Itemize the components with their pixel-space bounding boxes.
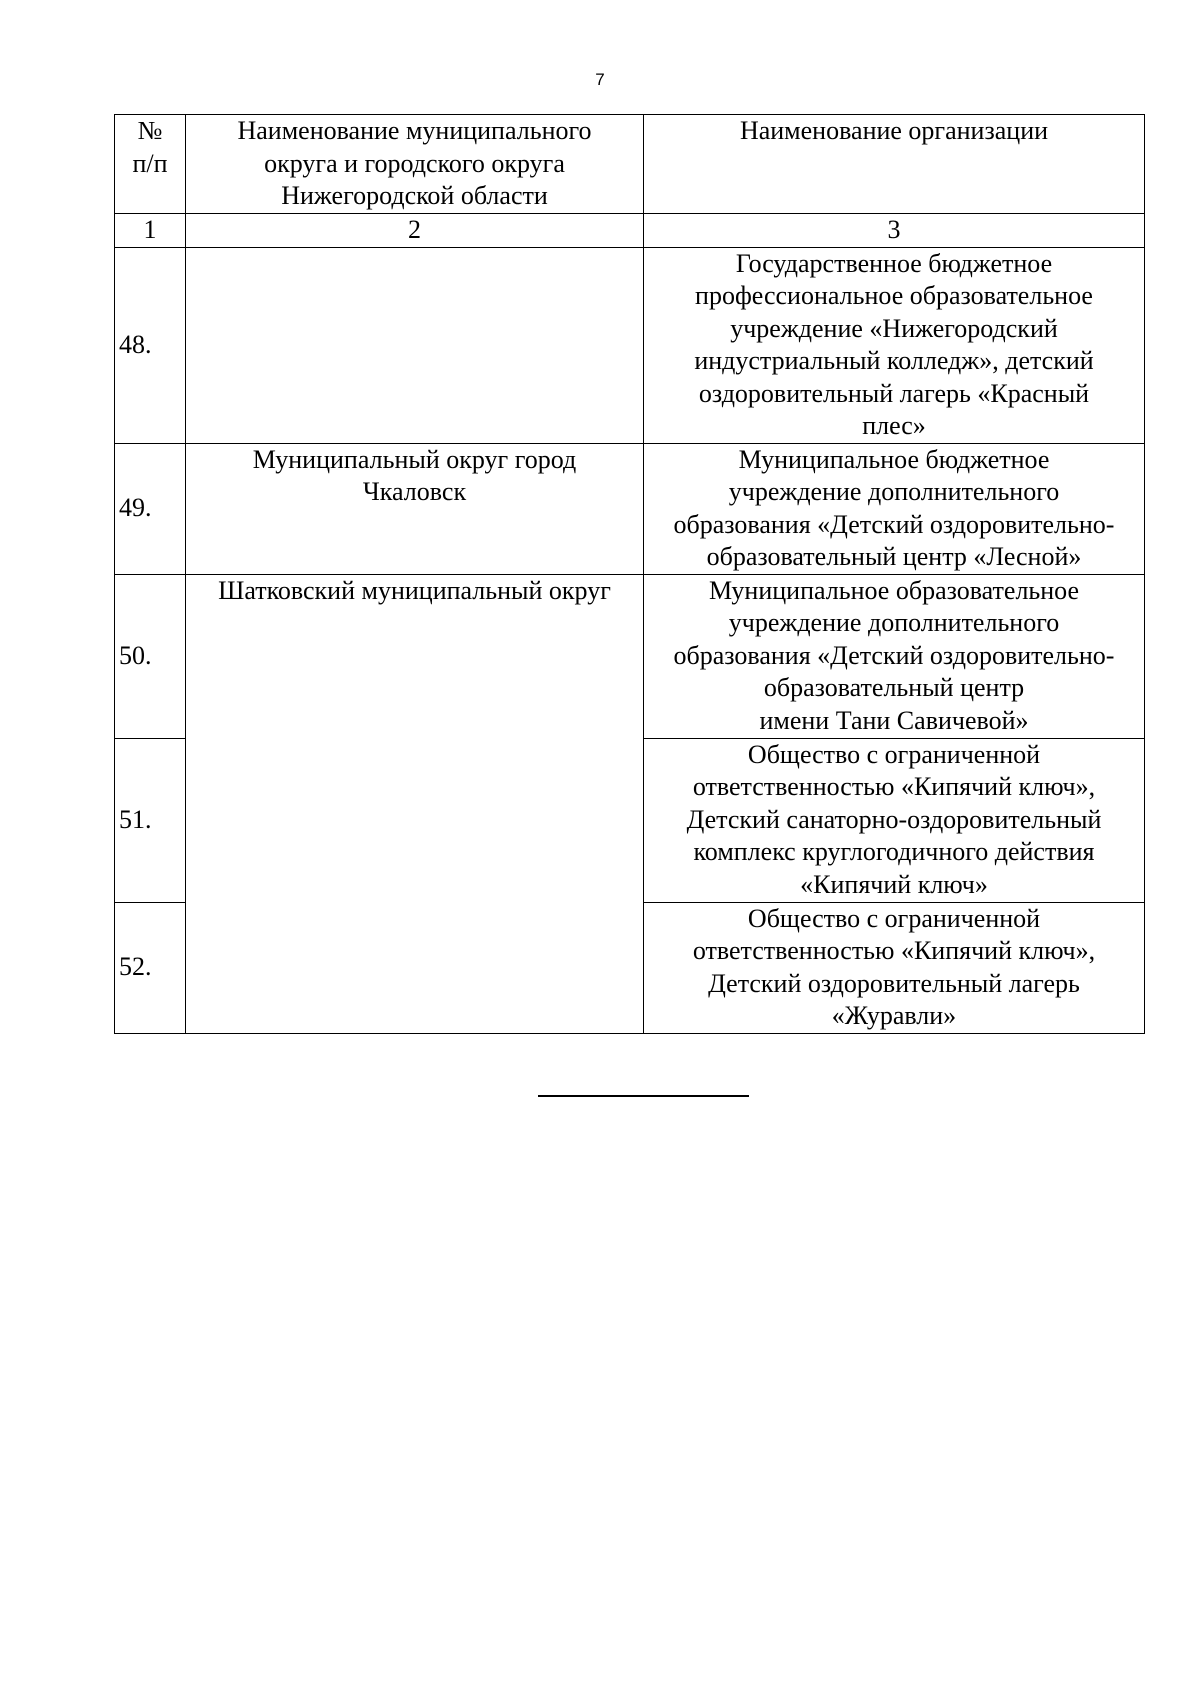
organization-line: учреждение дополнительного [728,477,1060,506]
organization-line: образовательный центр «Лесной» [706,542,1082,571]
organization-line: учреждение дополнительного [728,608,1060,637]
row-number-cell: 52. [115,902,186,1033]
column-index-cell: 2 [186,214,644,248]
organization-line: комплекс круглогодичного действия [693,837,1095,866]
organization-line: Муниципальное образовательное [708,575,1080,605]
organization-line: образования «Детский оздоровительно- [673,640,1115,670]
table-row [115,443,1145,574]
end-separator-line [538,1095,749,1097]
row-number-cell: 51. [115,738,186,902]
header-district-line: округа и городского округа [264,148,565,178]
organization-cell [644,443,1145,574]
organization-line: плес» [862,411,926,440]
district-line: Шатковский муниципальный округ [218,575,611,605]
organization-cell [644,738,1145,902]
row-number-cell: 50. [115,574,186,738]
column-index-row [115,214,1145,248]
header-number-line: п/п [132,148,168,178]
organization-line: образования «Детский оздоровительно- [673,509,1115,539]
row-number-cell: 48. [115,247,186,443]
column-index-cell: 1 [115,214,186,248]
organization-line: имени Тани Савичевой» [759,705,1029,735]
header-district-line: Нижегородской области [281,181,548,210]
district-line: Муниципальный округ город [252,444,577,474]
organization-line: Общество с ограниченной [747,903,1041,933]
header-organization-cell [644,115,1145,214]
organization-line: индустриальный колледж», детский [694,346,1094,375]
page-number: 7 [595,70,605,89]
table-header-row [115,115,1145,214]
organization-line: Детский санаторно-оздоровительный [686,804,1102,834]
header-number-line: № [137,116,163,145]
organization-cell [644,902,1145,1033]
organization-line: Муниципальное бюджетное [738,444,1050,474]
row-number-cell: 49. [115,443,186,574]
organization-line: ответственностью «Кипячий ключ», [692,936,1096,965]
organization-line: «Кипячий ключ» [800,869,988,899]
organization-cell [644,247,1145,443]
header-district-cell [186,115,644,214]
organization-line: Детский оздоровительный лагерь [708,968,1080,998]
table-row [115,247,1145,443]
organization-line: профессиональное образовательное [695,281,1093,310]
organization-line: учреждение «Нижегородский [730,313,1058,343]
district-cell [186,247,644,443]
header-organization-line: Наименование организации [739,116,1049,145]
organization-cell [644,574,1145,738]
organization-line: Государственное бюджетное [735,248,1053,278]
district-line: Чкаловск [362,477,467,506]
header-number-cell [115,115,186,214]
organization-line: ответственностью «Кипячий ключ», [692,772,1096,801]
organizations-table [114,114,1145,1034]
organization-line: оздоровительный лагерь «Красный [698,378,1090,408]
organization-line: образовательный центр [763,673,1025,702]
column-index-cell: 3 [644,214,1145,248]
organization-line: «Журавли» [831,1001,957,1030]
district-cell [186,574,644,1033]
district-cell [186,443,644,574]
organization-line: Общество с ограниченной [747,739,1041,769]
header-district-line: Наименование муниципального [237,116,592,145]
table-row [115,574,1145,738]
